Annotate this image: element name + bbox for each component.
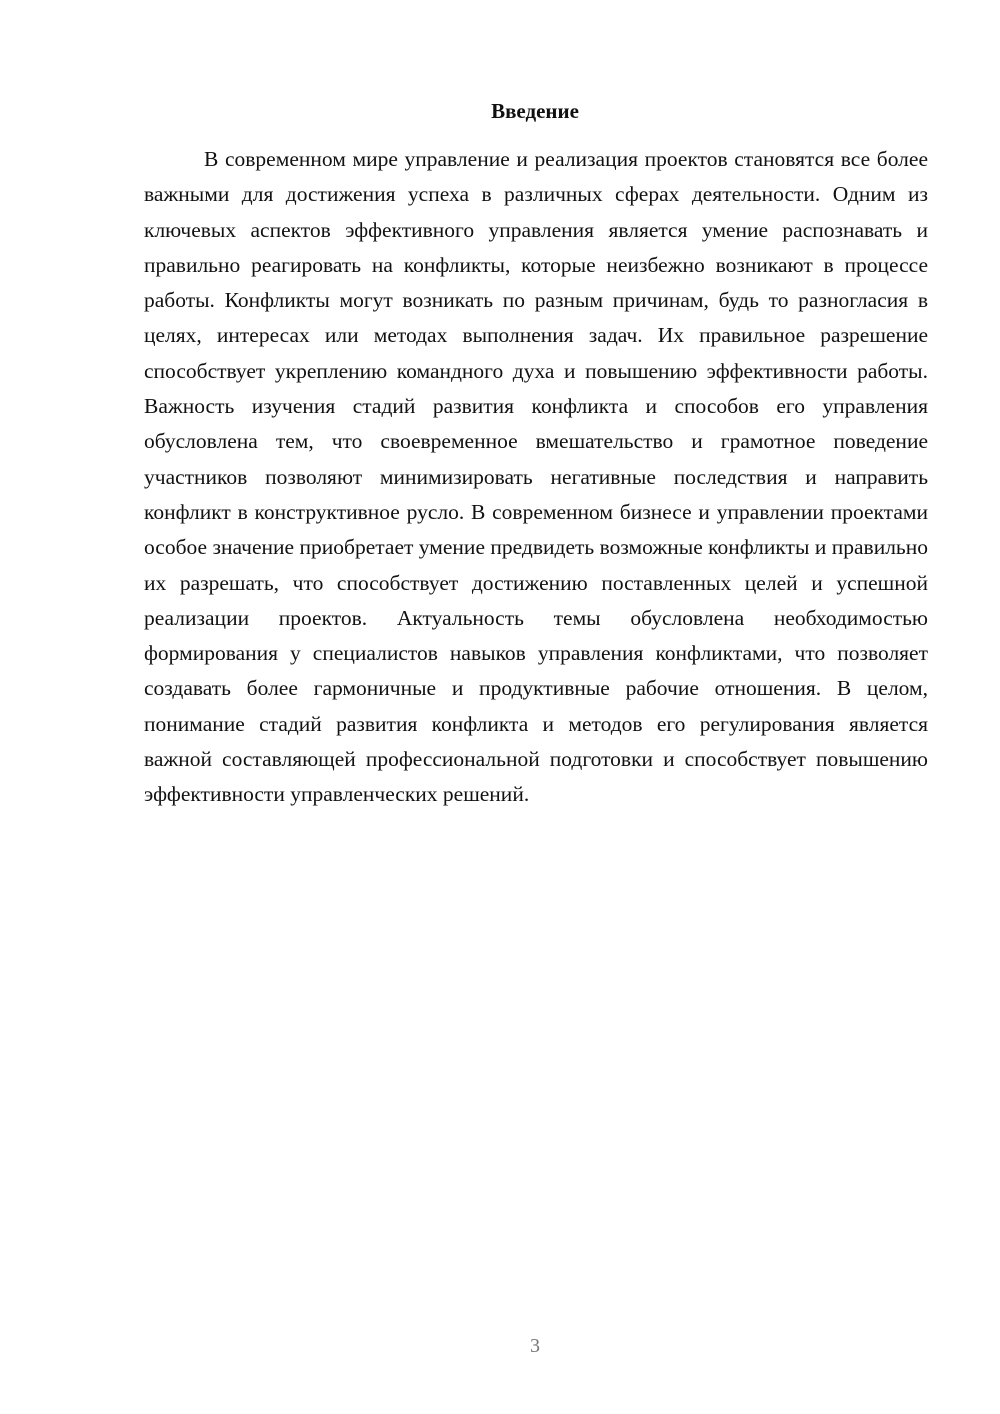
body-paragraph: В современном мире управление и реализация проектов становятся все более важными для достижения успеха в различных сферах деятельности. Одним из ключевых аспектов эффективного управления является умение распознавать и правильно реагировать на конфликты, которые неизбежно возникают в процессе работы. Конфликты могут возникать по разным причинам, будь то разногласия в целях, интересах или методах выполнения задач. Их правильное разрешение способствует укреплению командного духа и повышению эффективности работы. Важность изучения стадий развития конфликта и способов его управления обусловлена тем, что своевременное вмешательство и грамотное поведение участников позволяют минимизировать негативные последствия и направить конфликт в конструктивное русло. В современном бизнесе и управлении проектами особое значение приобретает умение предвидеть возможные конфликты и правильно их разрешать, что способствует достижению поставленных целей и успешной реализации проектов. Актуальность темы обусловлена необходимостью формирования у специалистов навыков управления конфликтами, что позволяет создавать более гармоничные и продуктивные рабочие отношения. В целом, понимание стадий развития конфликта и методов его регулирования является важной составляющей профессиональной подготовки и способствует повышению эффективности управленческих решений. xyxy=(144,147,928,807)
page-number: 3 xyxy=(530,1335,540,1357)
page-title: Введение xyxy=(491,99,579,123)
